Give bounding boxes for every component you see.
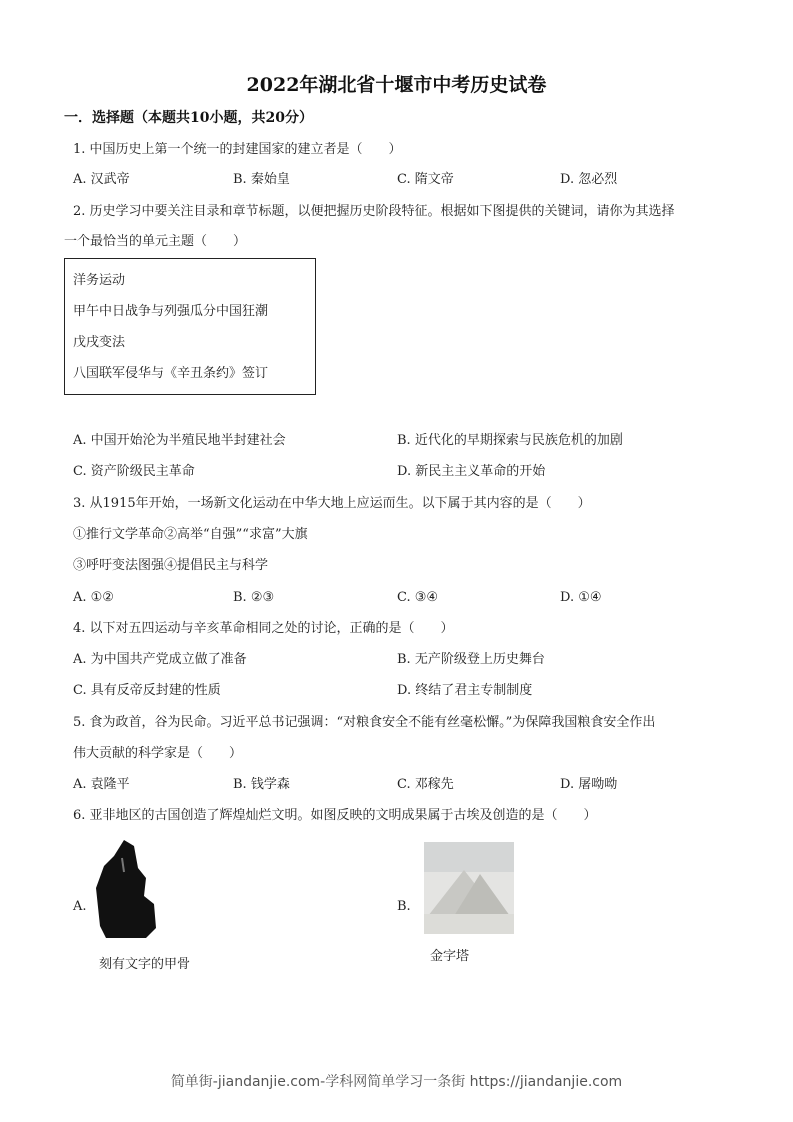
question-2-stem-cont: 一个最恰当的单元主题（ ） [64,234,247,249]
keyword: 洋务运动 [73,273,126,288]
keyword-box [64,258,316,395]
option-label: A. [73,899,87,914]
image-caption: 金字塔 [430,949,470,964]
question-3-stem: 3. 从1915年开始，一场新文化运动在中华大地上应运而生。以下属于其内容的是（ ） [73,496,591,511]
option: D. ①④ [560,590,602,605]
option: C. ③④ [397,590,439,605]
option: D. 屠呦呦 [560,777,618,792]
option: A. 中国开始沦为半殖民地半封建社会 [73,433,286,448]
option: B. 近代化的早期探索与民族危机的加剧 [397,433,623,448]
question-2-stem: 2. 历史学习中要关注目录和章节标题，以便把握历史阶段特征。根据如下图提供的关键词，请你为其选择 [73,204,675,219]
option: B. 无产阶级登上历史舞台 [397,652,545,667]
option: C. 邓稼先 [397,777,454,792]
option: C. 资产阶级民主革命 [73,464,195,479]
keyword: 甲午中日战争与列强瓜分中国狂潮 [73,304,269,319]
image-caption: 刻有文字的甲骨 [99,957,191,972]
oracle-bone-image [94,838,158,940]
question-5-stem: 5. 食为政首，谷为民命。习近平总书记强调：“对粮食安全不能有丝毫松懈。”为保障我国粮食安全作出 [73,715,656,730]
pyramid-image [424,842,514,934]
option: A. ①② [73,590,114,605]
option: A. 为中国共产党成立做了准备 [73,652,247,667]
section-heading: 一．选择题（本题共10小题，共20分） [64,110,313,126]
question-6-stem: 6. 亚非地区的古国创造了辉煌灿烂文明。如图反映的文明成果属于古埃及创造的是（ ） [73,808,597,823]
question-3-items: ③呼吁变法图强④提倡民主与科学 [73,558,269,573]
option: C. 隋文帝 [397,172,454,187]
question-5-stem-cont: 伟大贡献的科学家是（ ） [73,746,243,761]
keyword: 戊戌变法 [73,335,126,350]
option: B. ②③ [233,590,275,605]
question-1-stem: 1. 中国历史上第一个统一的封建国家的建立者是（ ） [73,142,402,157]
option: A. 汉武帝 [73,172,130,187]
question-3-items: ①推行文学革命②高举“自强”“求富”大旗 [73,527,308,542]
option: B. 秦始皇 [233,172,290,187]
option: D. 终结了君主专制制度 [397,683,533,698]
option: D. 新民主主义革命的开始 [397,464,546,479]
page-title: 2022年湖北省十堰市中考历史试卷 [246,74,547,96]
option: B. 钱学森 [233,777,290,792]
footer-watermark: 简单街-jiandanjie.com-学科网简单学习一条街 https://jiandanjie.com [170,1074,623,1090]
option: A. 袁隆平 [73,777,130,792]
option: D. 忽必烈 [560,172,618,187]
question-4-stem: 4. 以下对五四运动与辛亥革命相同之处的讨论，正确的是（ ） [73,621,454,636]
option-label: B. [397,899,411,914]
keyword: 八国联军侵华与《辛丑条约》签订 [73,366,269,381]
option: C. 具有反帝反封建的性质 [73,683,221,698]
